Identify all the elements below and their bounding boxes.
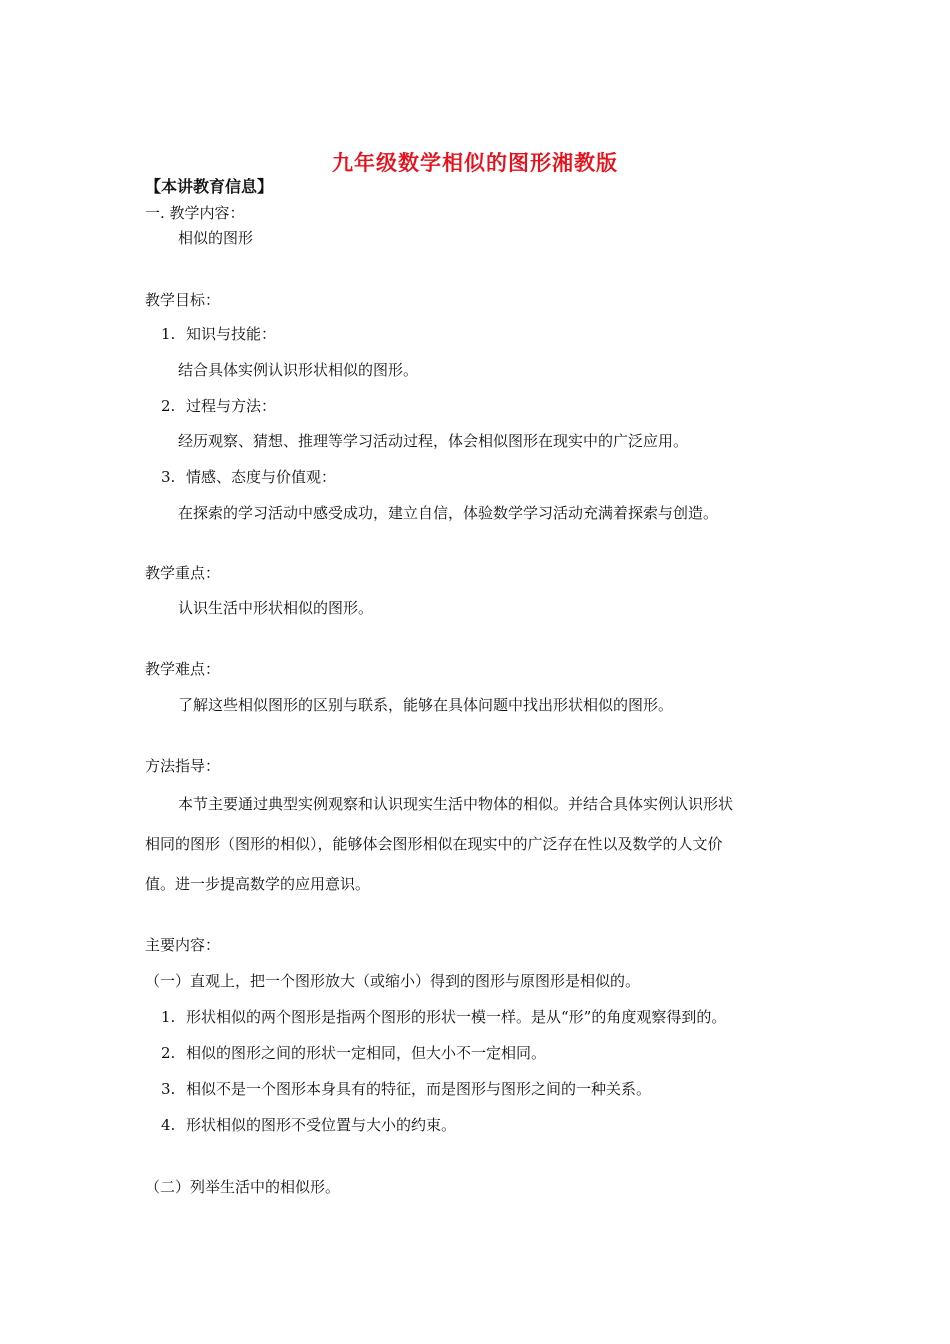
objective-heading: 知识与技能：	[186, 325, 277, 343]
objective-text: 结合具体实例认识形状相似的图形。	[178, 361, 419, 379]
objective-heading: 过程与方法：	[186, 397, 277, 415]
content-label: 一. 教学内容：	[145, 204, 245, 222]
objective-number: 3.	[161, 468, 176, 486]
objective-heading: 情感、态度与价值观：	[186, 468, 337, 486]
method-line: 本节主要通过典型实例观察和认识现实生活中物体的相似。并结合具体实例认识形状	[178, 795, 734, 813]
point-number: 4.	[161, 1116, 176, 1134]
info-header: 【本讲教育信息】	[145, 177, 274, 196]
objective-text: 在探索的学习活动中感受成功，建立自信，体验数学学习活动充满着探索与创造。	[178, 504, 719, 522]
point-number: 3.	[161, 1080, 176, 1098]
key-points-text: 认识生活中形状相似的图形。	[178, 599, 374, 617]
point-text: 形状相似的两个图形是指两个图形的形状一模一样。是从“形”的角度观察得到的。	[186, 1008, 727, 1026]
main-part2: （二）列举生活中的相似形。	[145, 1178, 341, 1196]
point-text: 形状相似的图形不受位置与大小的约束。	[186, 1116, 457, 1134]
method-line: 相同的图形（图形的相似），能够体会图形相似在现实中的广泛存在性以及数学的人文价	[145, 835, 723, 853]
method-line: 值。进一步提高数学的应用意识。	[145, 875, 371, 893]
document-title: 九年级数学相似的图形湘教版	[332, 151, 618, 175]
key-points-label: 教学重点：	[145, 564, 221, 582]
main-part1: （一）直观上，把一个图形放大（或缩小）得到的图形与原图形是相似的。	[145, 972, 641, 990]
objective-number: 1.	[161, 325, 176, 343]
method-label: 方法指导：	[145, 757, 221, 775]
objective-number: 2.	[161, 397, 176, 415]
difficulties-label: 教学难点：	[145, 660, 221, 678]
point-number: 1.	[161, 1008, 176, 1026]
point-number: 2.	[161, 1044, 176, 1062]
point-text: 相似不是一个图形本身具有的特征，而是图形与图形之间的一种关系。	[186, 1080, 652, 1098]
point-text: 相似的图形之间的形状一定相同，但大小不一定相同。	[186, 1044, 547, 1062]
difficulties-text: 了解这些相似图形的区别与联系，能够在具体问题中找出形状相似的图形。	[178, 696, 674, 714]
content-text: 相似的图形	[178, 229, 254, 247]
main-label: 主要内容：	[145, 936, 221, 954]
objective-text: 经历观察、猜想、推理等学习活动过程，体会相似图形在现实中的广泛应用。	[178, 432, 689, 450]
objectives-label: 教学目标：	[145, 291, 221, 309]
